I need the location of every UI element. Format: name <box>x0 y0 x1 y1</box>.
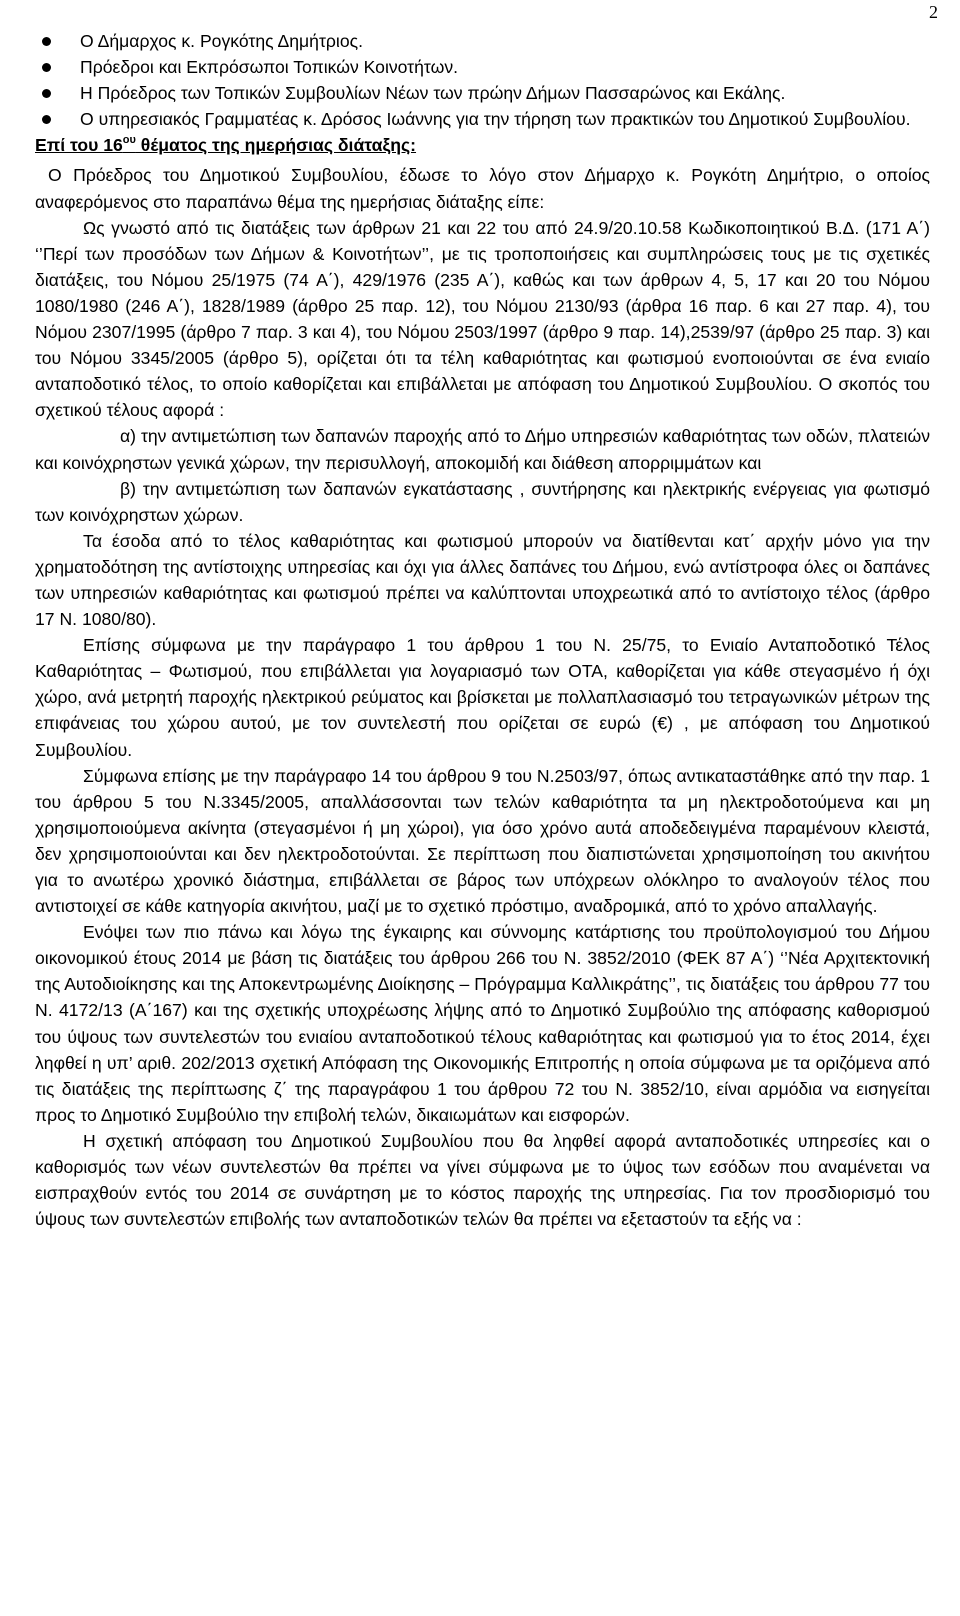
attendee-text: Ο Δήμαρχος κ. Ρογκότης Δημήτριος. <box>80 31 363 51</box>
attendee-text: Η Πρόεδρος των Τοπικών Συμβουλίων Νέων των πρώην Δήμων Πασσαρώνος και Εκάλης. <box>80 83 786 104</box>
heading-text-end: θέματος της ημερήσιας διάταξης: <box>135 135 417 156</box>
attendee-item <box>35 54 930 80</box>
legal-basis-paragraph: Ως γνωστό από τις διατάξεις των άρθρων 21 και 22 του από 24.9/20.10.58 Κωδικοποιητικού Β.Δ. (171 Α΄) ‘’Περί των προσόδων των Δήμων & Κοινοτήτων’’, με τις τροποποιήσεις και συμπληρώσεις τους με τις σχετικές διατάξεις, του Νόμου 25/1975 (74 Α΄), 429/1976 (235 Α΄), καθώς και των άρθρων 4, 5, 17 και 20 του Νόμου 1080/1980 (246 Α΄), 1828/1989 (άρθρο 25 παρ. 12), του Νόμου 2130/93 (άρθρα 16 παρ. 6 και 27 παρ. 4), του Νόμου 2307/1995 (άρθρο 7 παρ. 3 και 4), του Νόμου 2503/1997 (άρθρο 9 παρ. 14),2539/97 (άρθρο 25 παρ. 3) και του Νόμου 3345/2005 (άρθρο 5), ορίζεται ότι τα τέλη καθαριότητας και φωτισμού ενοποιούνται σε ένα ενιαίο ανταποδοτικό τέλος, το οποίο καθορίζεται και επιβάλλεται με απόφαση του Δημοτικού Συμβουλίου. Ο σκοπός του σχετικού τέλους αφορά : <box>35 217 930 421</box>
attendee-text: Πρόεδροι και Εκπρόσωποι Τοπικών Κοινοτήτων. <box>80 57 459 78</box>
revenue-use-paragraph: Τα έσοδα από το τέλος καθαριότητας και φωτισμού μπορούν να διατίθενται κατ΄ αρχήν μόνο για την χρηματοδότηση της αντίστοιχης υπηρεσίας και όχι για άλλες δαπάνες του Δήμου, ενώ αντίστροφα όλες οι δαπάνες των υπηρεσιών καθαριότητας και φωτισμού πρέπει να καλύπτονται υποχρεωτικά από το αντίστοιχο τέλος (άρθρο 17 Ν. 1080/80). <box>35 530 930 630</box>
attendee-item <box>35 28 930 54</box>
bullet-icon <box>42 89 51 98</box>
exemption-paragraph: Σύμφωνα επίσης με την παράγραφο 14 του άρθρου 9 του Ν.2503/97, όπως αντικαταστάθηκε από την παρ. 1 του άρθρου 5 του Ν.3345/2005, απαλλάσσονται των τελών καθαριότητα τα μη ηλεκτροδοτούμενα και μη χρησιμοποιούμενα ακίνητα (στεγασμένοι ή μη χώροι), για όσο χρόνο αυτά αποδεδειγμένα παραμένουν κλειστά, δεν χρησιμοποιούνται και δεν ηλεκτροδοτούνται. Σε περίπτωση που διαπιστώνεται χρησιμοποίηση του ακινήτου για το ανωτέρω χρονικό διάστημα, επιβάλλεται σε βάρος των υπόχρεων ολόκληρο το αναλογούν τέλος που αντιστοιχεί σε κάθε κατηγορία ακινήτου, μαζί με το σχετικό πρόστιμο, αναδρομικά, από το χρόνο απαλλαγής. <box>35 765 930 917</box>
intro-paragraph: Ο Πρόεδρος του Δημοτικού Συμβουλίου, έδωσε το λόγο στον Δήμαρχο κ. Ρογκότη Δημήτριο, ο οποίος αναφερόμενος στο παραπάνω θέμα της ημερήσιας διάταξης είπε: <box>35 165 930 212</box>
attendee-item <box>35 80 930 106</box>
attendee-list <box>35 28 930 132</box>
heading-text-start: Επί του 16 <box>35 135 123 156</box>
coefficients-paragraph: Η σχετική απόφαση του Δημοτικού Συμβουλίου που θα ληφθεί αφορά ανταποδοτικές υπηρεσίες και ο καθορισμός των νέων συντελεστών θα πρέπει να γίνει σύμφωνα με το ύψος των εσόδων που αναμένεται να εισπραχθούν εντός του 2014 σε συνάρτηση με το κόστος παροχής της υπηρεσίας. Για τον προσδιορισμό του ύψους των συντελεστών επιβολής των ανταποδοτικών τελών θα πρέπει να εξεταστούν τα εξής να : <box>35 1130 930 1230</box>
attendee-item <box>35 106 930 132</box>
page-number: 2 <box>929 2 938 22</box>
budget-decision-paragraph: Ενόψει των πιο πάνω και λόγω της έγκαιρης και σύννομης κατάρτισης του προϋπολογισμού του Δήμου οικονομικού έτους 2014 με βάση τις διατάξεις του άρθρου 266 του Ν. 3852/2010 (ΦΕΚ 87 Α΄) ‘’Νέα Αρχιτεκτονική της Αυτοδιοίκησης και της Αποκεντρωμένης Διοίκησης – Πρόγραμμα Καλλικράτης’’, τις διατάξεις του άρθρου 77 του Ν. 4172/13 (Α΄167) και της σχετικής υποχρέωσης λήψης από το Δημοτικό Συμβούλιο της απόφασης καθορισμού του ύψους των συντελεστών του ενιαίου ανταποδοτικού τέλους καθαριότητας και φωτισμού για το έτος 2014, έχει ληφθεί η υπ’ αριθ. 202/2013 σχετική Απόφαση της Οικονομικής Επιτροπής η οποία σύμφωνα με τα οριζόμενα από τις διατάξεις της περίπτωσης ζ΄ της παραγράφου 1 του άρθρου 72 του Ν. 3852/10, είναι αρμόδια να εισηγείται προς το Δημοτικό Συμβούλιο την επιβολή τελών, δικαιωμάτων και εισφορών. <box>35 922 930 1125</box>
agenda-item-heading <box>35 132 930 158</box>
bullet-icon <box>42 115 51 124</box>
heading-superscript: ου <box>122 134 136 147</box>
attendee-text: Ο υπηρεσιακός Γραμματέας κ. Δρόσος Ιωάννης για την τήρηση των πρακτικών του Δημοτικού Συμβουλίου. <box>80 109 911 130</box>
fee-calculation-paragraph: Επίσης σύμφωνα με την παράγραφο 1 του άρθρου 1 του Ν. 25/75, το Ενιαίο Ανταποδοτικό Τέλος Καθαριότητας – Φωτισμού, που επιβάλλεται για λογαριασμό των ΟΤΑ, καθορίζεται για κάθε στεγασμένο ή όχι χώρο, ανά μετρητή παροχής ηλεκτρικού ρεύματος και βρίσκεται με πολλαπλασιασμό του τετραγωνικών μέτρων της επιφάνειας του χώρου αυτού, με τον συντελεστή που ορίζεται σε ευρώ (€) , με απόφαση του Δημοτικού Συμβουλίου. <box>35 635 930 760</box>
bullet-icon <box>42 37 51 46</box>
purpose-item-a: α) την αντιμετώπιση των δαπανών παροχής από το Δήμο υπηρεσιών καθαριότητας των οδών, πλατειών και κοινόχρηστων γενικά χώρων, την περισυλλογή, αποκομιδή και διάθεση απορριμμάτων και <box>35 426 930 473</box>
document-body <box>35 28 930 1232</box>
bullet-icon <box>42 63 51 72</box>
purpose-item-b: β) την αντιμετώπιση των δαπανών εγκατάστασης , συντήρησης και ηλεκτρικής ενέργειας για φωτισμό των κοινόχρηστων χώρων. <box>35 478 930 525</box>
